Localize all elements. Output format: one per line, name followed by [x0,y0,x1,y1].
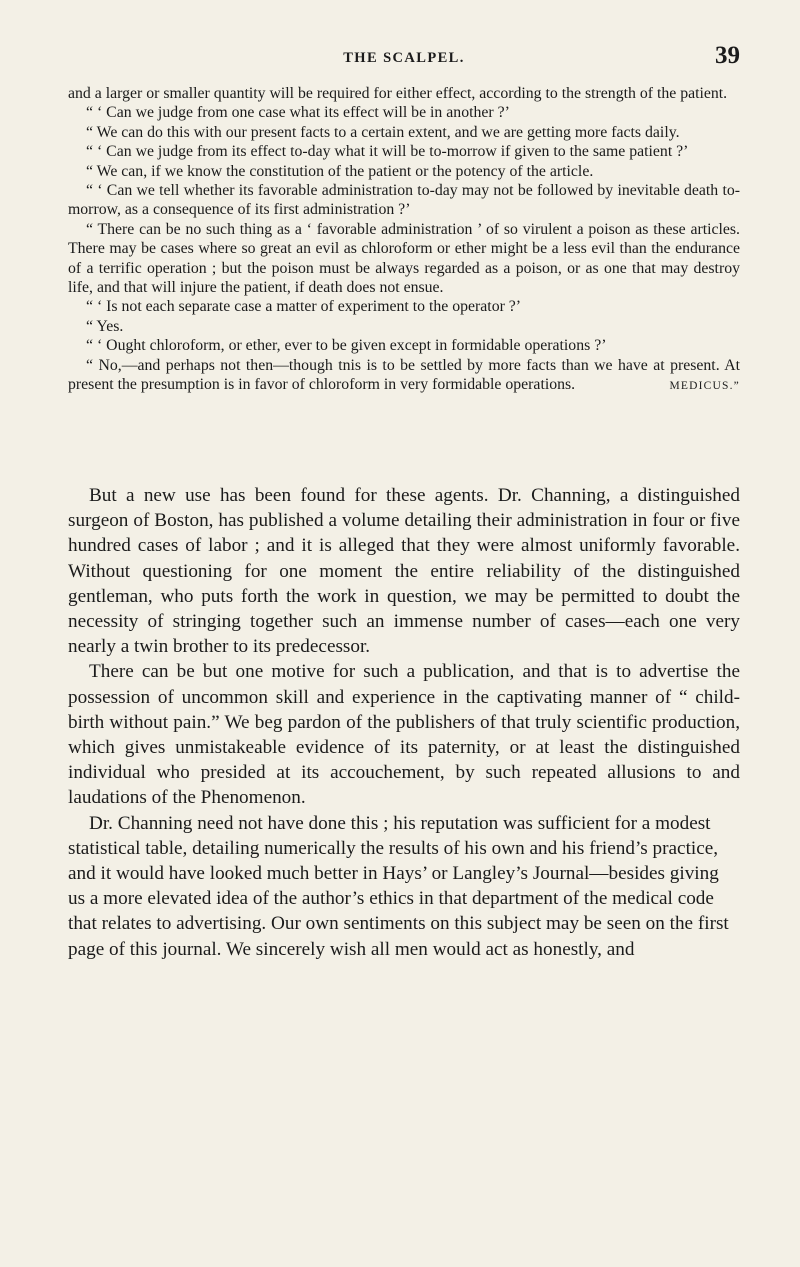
essay-paragraph: But a new use has been found for these agents. Dr. Channing, a distinguished surgeon of Boston, has published a volume detailing their administration in four or five hundred cases of labor ; and it is alleged that they were almost uniformly favorable. Without questioning for one moment the entire reliability of the distinguished gentleman, who puts forth the work in question, we may be permitted to doubt the necessity of stringing together such an immense number of cases—each one very nearly a twin brother to its predecessor. [68,485,740,658]
letter-paragraph: “ There can be no such thing as a ‘ favorable administration ’ of so virulent a poison as these articles. There may be cases where so great an evil as chloroform or ether might be a less evil than the endurance of a terrific operation ; but the poison must be always regarded as a poison, or as one that may destroy life, and that will injure the patient, if death does not ensue. [68,220,740,297]
essay-paragraph: Dr. Channing need not have done this ; his reputation was sufficient for a modest statistical table, detailing numerically the results of his own and his friend’s practice, and it would have looked much better in Hays’ or Langley’s Journal—besides giving us a more elevated idea of the author’s ethics in that department of the medical code that relates to advertising. Our own sentiments on this subject may be seen on the first page of this journal. We sincerely wish all men would act as honestly, and [68,812,729,960]
letter-paragraph: “ Yes. [86,317,124,335]
editorial-text [68,483,740,962]
letter-paragraph: “ We can do this with our present facts to a certain extent, and we are getting more facts daily. [86,123,680,141]
running-title: THE SCALPEL. [343,50,465,66]
letter-paragraph: “ ‘ Can we tell whether its favorable administration to-day may not be followed by inevitable death to-morrow, as a consequence of its first administration ?’ [68,182,740,219]
letter-paragraph: “ ‘ Ought chloroform, or ether, ever to be given except in formidable operations ?’ [86,337,607,355]
letter-paragraph: “ We can, if we know the constitution of the patient or the potency of the article. [86,162,594,180]
letter-paragraph: “ ‘ Can we judge from its effect to-day what it will be to-morrow if given to the same patient ?’ [86,143,689,161]
page-header [68,36,740,76]
page-number: 39 [715,42,740,69]
letter-paragraph: “ ‘ Is not each separate case a matter of experiment to the operator ?’ [86,298,522,316]
letter-closing [68,356,740,395]
quoted-letter [68,84,740,397]
letter-paragraph: and a larger or smaller quantity will be required for either effect, according to the strength of the patient. [68,85,728,102]
essay-paragraph: There can be but one motive for such a publication, and that is to advertise the possession of uncommon skill and experience in the captivating manner of “ child-birth without pain.” We beg pardon of the publishers of that truly scientific production, which gives unmistakeable evidence of its paternity, or at least the distinguished individual who presided at its accouchement, by such repeated allusions to and laudations of the Phenomenon. [68,661,740,809]
signature: MEDICUS.” [669,380,740,393]
letter-paragraph: “ ‘ Can we judge from one case what its effect will be in another ?’ [86,104,510,122]
letter-closing-text: “ No,—and perhaps not then—though tnis is to be settled by more facts than we have at present. At present the presumption is in favor of chloroform in very formidable operations. [68,356,740,394]
